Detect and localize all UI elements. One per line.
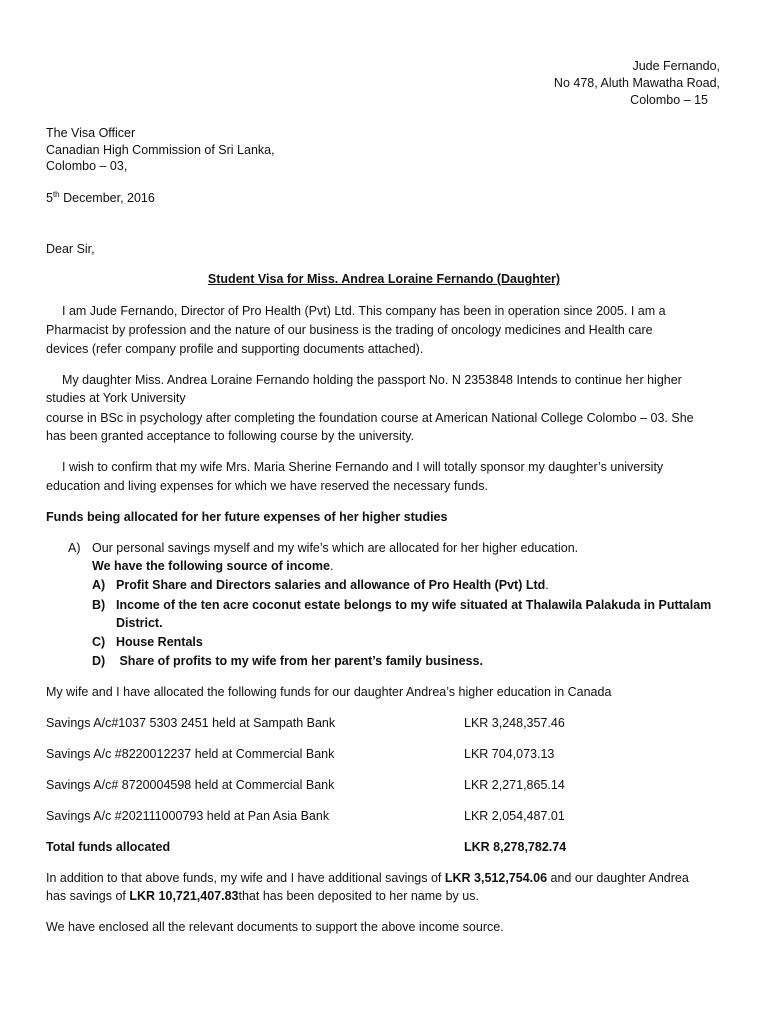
account-amount: LKR 2,054,487.01 bbox=[464, 809, 565, 823]
sender-address bbox=[554, 58, 720, 109]
source-item-d: Share of profits to my wife from her parent’s family business. bbox=[116, 654, 483, 668]
para2-line2: studies at York University bbox=[46, 391, 186, 405]
para2-line1: My daughter Miss. Andrea Loraine Fernando holding the passport No. N 2353848 Intends to continue her higher bbox=[62, 373, 682, 387]
additional-line1 bbox=[46, 870, 689, 887]
account-row bbox=[46, 745, 726, 763]
additional-text4: that has been deposited to her name by us. bbox=[238, 889, 479, 903]
account-name: Savings A/c #8220012237 held at Commercial Bank bbox=[46, 747, 335, 761]
income-sources-heading bbox=[92, 558, 334, 575]
sender-address-line2: Colombo – 15 bbox=[630, 93, 708, 107]
income-sources-heading-end: . bbox=[330, 559, 334, 573]
additional-text3: has savings of bbox=[46, 889, 130, 903]
income-sources-heading-text: We have the following source of income bbox=[92, 559, 331, 573]
source-item-b-cont: District. bbox=[116, 616, 163, 630]
source-item-a-text: Profit Share and Directors salaries and allowance of Pro Health (Pvt) Ltd bbox=[116, 578, 546, 592]
total-label: Total funds allocated bbox=[46, 840, 171, 854]
para3-line2: education and living expenses for which we have reserved the necessary funds. bbox=[46, 479, 488, 493]
closing-statement: We have enclosed all the relevant documents to support the above income source. bbox=[46, 920, 504, 934]
source-marker-c: C) bbox=[92, 635, 106, 649]
para3-line1: I wish to confirm that my wife Mrs. Maria Sherine Fernando and I will totally sponsor my daughter’s university bbox=[62, 460, 664, 474]
source-item-b: Income of the ten acre coconut estate belongs to my wife situated at Thalawila Palakuda in Puttalam bbox=[116, 598, 712, 612]
additional-text1: In addition to that above funds, my wife and I have additional savings of bbox=[46, 871, 445, 885]
date-rest: December, 2016 bbox=[59, 191, 155, 205]
source-marker-a: A) bbox=[92, 578, 106, 592]
source-item-c: House Rentals bbox=[116, 635, 203, 649]
total-row bbox=[46, 838, 726, 856]
account-row bbox=[46, 776, 726, 794]
account-amount: LKR 3,248,357.46 bbox=[464, 716, 565, 730]
para1-line3: devices (refer company profile and supporting documents attached). bbox=[46, 342, 424, 356]
letter-date bbox=[46, 190, 155, 207]
funds-heading: Funds being allocated for her future expenses of her higher studies bbox=[46, 510, 448, 524]
para1-line2: Pharmacist by profession and the nature of our business is the trading of oncology medicines and Health care bbox=[46, 323, 653, 337]
account-row bbox=[46, 807, 726, 825]
account-name: Savings A/c #202111000793 held at Pan Asia Bank bbox=[46, 809, 330, 823]
account-row bbox=[46, 714, 726, 732]
additional-amount1: LKR 3,512,754.06 bbox=[444, 871, 548, 885]
date-day: 5 bbox=[46, 191, 53, 205]
salutation: Dear Sir, bbox=[46, 242, 95, 256]
para2-line3: course in BSc in psychology after completing the foundation course at American National College Colombo – 03. She bbox=[46, 411, 694, 425]
account-amount: LKR 704,073.13 bbox=[464, 747, 555, 761]
para1-line1: I am Jude Fernando, Director of Pro Health (Pvt) Ltd. This company has been in operation since 2005. I am a bbox=[62, 304, 666, 318]
account-name: Savings A/c#1037 5303 2451 held at Sampath Bank bbox=[46, 716, 336, 730]
total-amount: LKR 8,278,782.74 bbox=[464, 840, 567, 854]
subject-line: Student Visa for Miss. Andrea Loraine Fernando (Daughter) bbox=[207, 272, 561, 286]
account-name: Savings A/c# 8720004598 held at Commercial Bank bbox=[46, 778, 335, 792]
source-marker-d: D) bbox=[92, 654, 106, 668]
sender-name: Jude Fernando, bbox=[632, 59, 720, 73]
additional-text2: and our daughter Andrea bbox=[547, 871, 689, 885]
source-item-a bbox=[116, 577, 549, 594]
source-item-a-end: . bbox=[545, 578, 549, 592]
additional-line2 bbox=[46, 888, 479, 905]
allocation-intro: My wife and I have allocated the following funds for our daughter Andrea’s higher education in Canada bbox=[46, 685, 612, 699]
recipient-line3: Colombo – 03, bbox=[46, 159, 128, 173]
sender-address-line1: No 478, Aluth Mawatha Road, bbox=[553, 76, 720, 90]
para2-line4: has been granted acceptance to following course by the university. bbox=[46, 429, 415, 443]
list-marker-a: A) bbox=[68, 541, 81, 555]
date-suffix: th bbox=[52, 189, 60, 199]
source-marker-b: B) bbox=[92, 598, 106, 612]
additional-amount2: LKR 10,721,407.83 bbox=[129, 889, 239, 903]
account-amount: LKR 2,271,865.14 bbox=[464, 778, 565, 792]
recipient-line2: Canadian High Commission of Sri Lanka, bbox=[46, 143, 275, 157]
recipient-line1: The Visa Officer bbox=[46, 126, 136, 140]
list-item-a: Our personal savings myself and my wife’s which are allocated for her higher education. bbox=[92, 541, 579, 555]
